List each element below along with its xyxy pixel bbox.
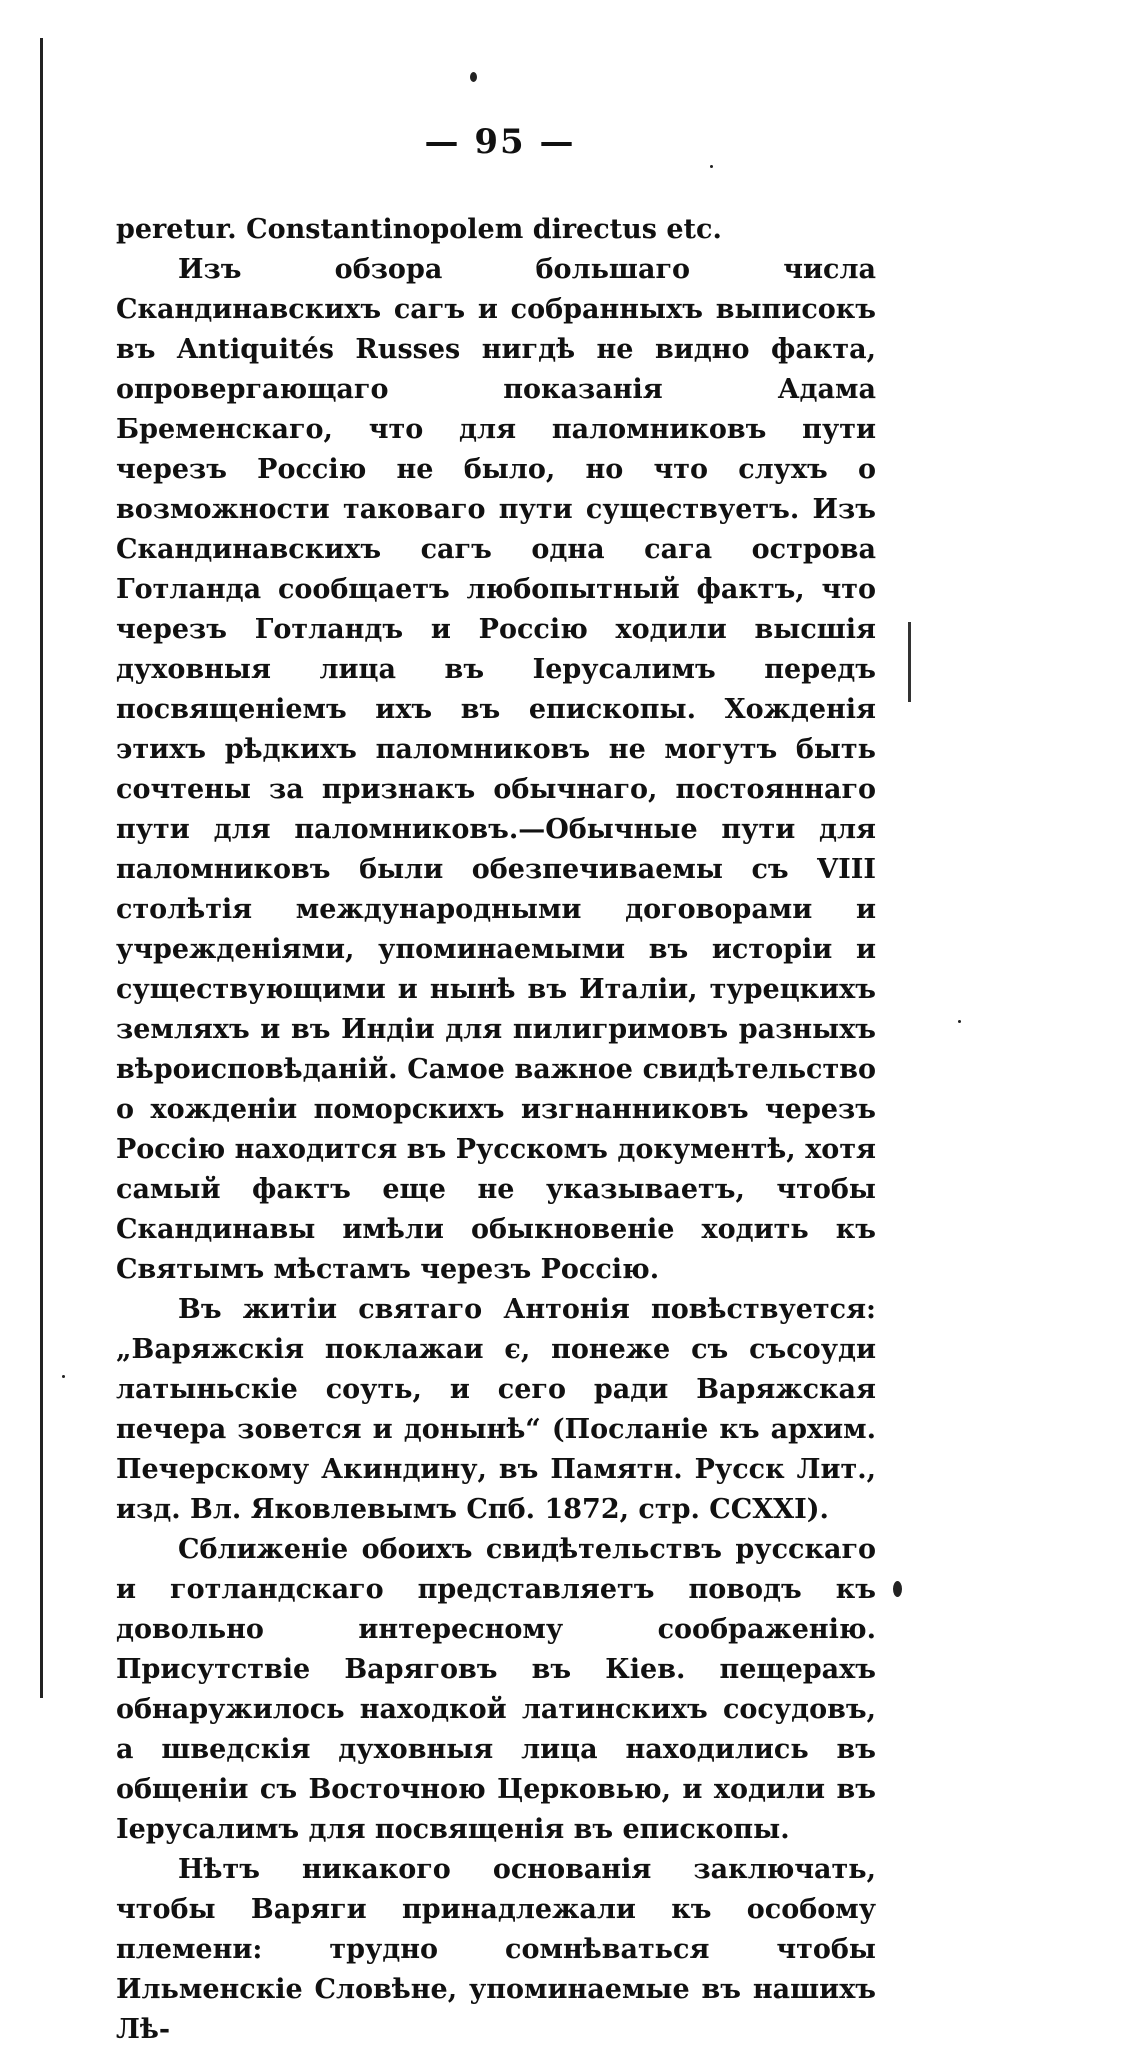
ink-speck [710,165,713,168]
binding-edge-line [40,38,43,1698]
ink-speck [958,1020,961,1023]
body-text [116,210,876,2050]
paragraph: Изъ обзора большаго числа Скандинавскихъ сагъ и собранныхъ выписокъ въ Antiquités Russes нигдѣ не видно факта, опровергающаго показанія Адама Бременскаго, что для паломниковъ пути черезъ Россію не было, но что слухъ о возможности таковаго пути существуетъ. Изъ Скандинавскихъ сагъ одна сага острова Готланда сообщаетъ любопытный фактъ, что черезъ Готландъ и Россію ходили высшія духовныя лица въ Іерусалимъ передъ посвященіемъ ихъ въ епископы. Хожденія этихъ рѣдкихъ паломниковъ не могутъ быть сочтены за признакъ обычнаго, постояннаго пути для паломниковъ.—Обычные пути для паломниковъ были обезпечиваемы съ VIII столѣтія международными договорами и учрежденіями, упоминаемыми въ исторіи и существующими и нынѣ въ Италіи, турецкихъ земляхъ и въ Индіи для пилигримовъ разныхъ вѣроисповѣданій. Самое важное свидѣтельство о хожденіи поморскихъ изгнанниковъ черезъ Россію находится въ Русскомъ документѣ, хотя самый фактъ еще не указываетъ, чтобы Скандинавы имѣли обыкновеніе ходить къ Святымъ мѣстамъ черезъ Россію. [116,254,876,1285]
paragraph: Нѣтъ никакого основанія заключать, чтобы Варяги принадлежали къ особому племени: трудно сомнѣваться чтобы Ильменскіе Словѣне, упоминаемые въ нашихъ Лѣ- [116,1854,876,2045]
margin-mark [908,622,911,702]
page-number: — 95 — [424,122,576,162]
ink-speck [62,1375,65,1378]
ink-speck [470,72,477,82]
paragraph-continued: peretur. Constantinopolem directus etc. [116,214,722,245]
paragraph: Въ житіи святаго Антонія повѣствуется: „Варяжскія поклажаи є, понеже съ съсоуди латыньскіе соуть, и сего ради Варяжская печера зовется и донынѣ“ (Посланіе къ архим. Печерскому Акиндину, въ Памятн. Русск Лит., изд. Вл. Яковлевымъ Спб. 1872, стр. CCXXI). [116,1294,876,1525]
paragraph: Сближеніе обоихъ свидѣтельствъ русскаго и готландскаго представляетъ поводъ къ довольно интересному соображенію. Присутствіе Варяговъ въ Кіев. пещерахъ обнаружилось находкой латинскихъ сосудовъ, а шведскія духовныя лица находились въ общеніи съ Восточною Церковью, и ходили въ Іерусалимъ для посвященія въ епископы. [116,1534,876,1845]
ink-speck [893,1581,902,1597]
